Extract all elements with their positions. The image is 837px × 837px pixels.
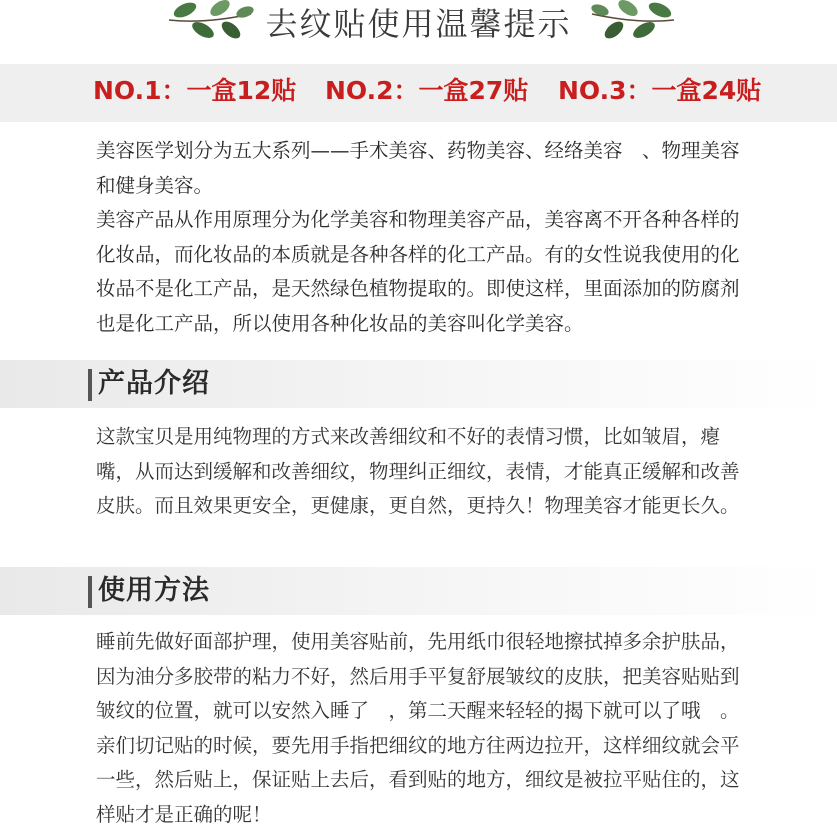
section-heading: 使用方法 [98,575,210,606]
usage-description [96,625,752,832]
intro-text [96,134,756,341]
section-header-product [0,360,837,408]
section-marker [88,576,92,608]
section-header-usage [0,567,837,615]
package-options [0,64,837,122]
intro-paragraph: 美容产品从作用原理分为化学美容和物理美容产品，美容离不开各种各样的化妆品，而化妆品的本质就是各种各样的化工产品。有的女性说我使用的化妆品不是化工产品，是天然绿色植物提取的。即使这样，里面添加的防腐剂也是化工产品，所以使用各种化妆品的美容叫化学美容。 [96,208,740,335]
option-3: NO.3：一盒24贴 [558,76,762,105]
header [0,0,837,52]
leaf-decoration-icon [588,0,678,46]
product-text: 这款宝贝是用纯物理的方式来改善细纹和不好的表情习惯，比如皱眉，瘪嘴，从而达到缓解和改善细纹，物理纠正细纹，表情，才能真正缓解和改善皮肤。而且效果更安全，更健康，更自然，更持久！物理美容才能更长久。 [96,425,740,517]
section-heading: 产品介绍 [98,368,210,399]
usage-text: 睡前先做好面部护理，使用美容贴前，先用纸巾很轻地擦拭掉多余护肤品，因为油分多胶带的粘力不好，然后用手平复舒展皱纹的皮肤，把美容贴贴到皱纹的位置，就可以安然入睡了 ，第二天醒来轻轻的揭下就可以了哦 。亲们切记贴的时候，要先用手指把细纹的地方往两边拉开，这样细纹就会平一些，然后贴上，保证贴上去后，看到贴的地方，细纹是被拉平贴住的，这样贴才是正确的呢！ [96,630,740,826]
page-title: 去纹贴使用温馨提示 [265,5,572,43]
option-2: NO.2：一盒27贴 [325,76,529,105]
product-description [96,420,752,524]
intro-paragraph: 美容医学划分为五大系列——手术美容、药物美容、经络美容 、物理美容和健身美容。 [96,139,740,197]
option-1: NO.1：一盒12贴 [93,76,297,105]
section-marker [88,369,92,401]
